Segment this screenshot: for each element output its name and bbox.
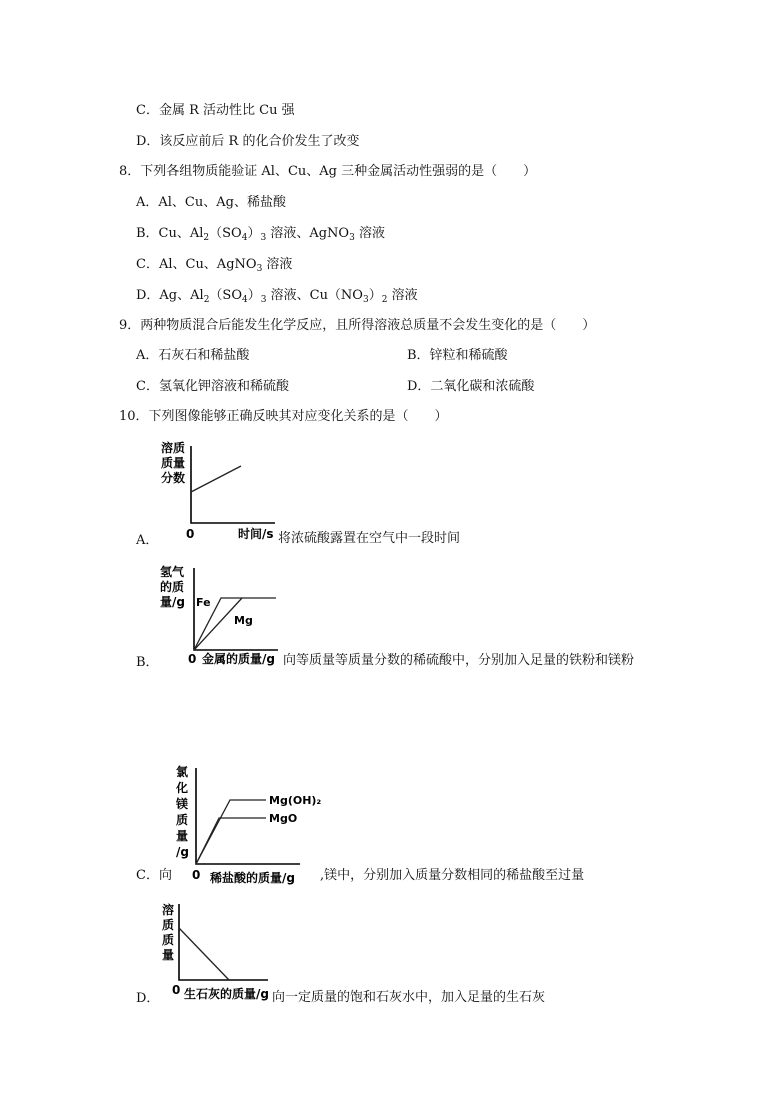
q8-b-part2: （SO (209, 226, 242, 241)
q8-d-part1: D．Ag、Al (136, 288, 204, 303)
q8-option-c (136, 257, 292, 273)
q8-b-sub4: 3 (349, 233, 355, 243)
q8-d-part2: （SO (209, 288, 242, 303)
graph-c-curve-mgo (196, 818, 266, 864)
q10-option-c-label: C．向 (136, 868, 172, 883)
q8-d-sub4: 3 (362, 295, 369, 305)
q8-d-part3: ） (247, 288, 261, 303)
q10-graph-c (168, 762, 322, 888)
q9-option-d: D．二氧化碳和浓硫酸 (407, 379, 535, 394)
graph-c-ylabel-6: /g (176, 845, 189, 859)
q10-option-a-text: 将浓硫酸露置在空气中一段时间 (278, 531, 461, 546)
q10-option-a-label: A． (136, 533, 159, 548)
q7-option-d: D．该反应前后 R 的化合价发生了改变 (136, 134, 360, 149)
q8-option-b (136, 226, 385, 242)
graph-a-ylabel-3: 分数 (161, 471, 186, 485)
q9-option-b: B．锌粒和稀硫酸 (407, 348, 508, 363)
q8-b-sub1: 2 (203, 233, 210, 243)
q8-d-sub1: 2 (203, 295, 210, 305)
graph-d-ylabel-4: 量 (162, 948, 175, 962)
q8-b-part4: 溶液、AgNO (266, 226, 350, 241)
q8-c-part1: C．Al、Cu、AgNO (136, 257, 257, 272)
q10-option-b-label: B． (136, 655, 159, 670)
graph-c-ylabel-1: 氯 (176, 765, 189, 779)
q8-b-sub3: 3 (260, 233, 267, 243)
graph-d-origin: 0 (172, 983, 181, 997)
graph-c-xlabel: 稀盐酸的质量/g (210, 871, 295, 885)
graph-c-ylabel-3: 镁 (176, 797, 189, 811)
graph-c-origin: 0 (192, 868, 201, 882)
q8-d-part5: ） (368, 288, 382, 303)
graph-b-ylabel-1: 氢气 (160, 565, 185, 579)
q8-d-sub5: 2 (381, 295, 388, 305)
graph-c-series-mgoh2: Mg(OH)₂ (269, 794, 322, 807)
q8-d-part6: 溶液 (387, 288, 418, 303)
q9-option-a: A．石灰石和稀盐酸 (136, 348, 250, 363)
q8-stem: 8．下列各组物质能验证 Al、Cu、Ag 三种金属活动性强弱的是（ ） (119, 164, 537, 179)
graph-c-ylabel-4: 质 (176, 813, 189, 827)
graph-b-series-mg: Mg (234, 614, 253, 627)
q10-option-d-text: 向一定质量的饱和石灰水中，加入足量的生石灰 (272, 990, 546, 1005)
q10-stem: 10．下列图像能够正确反映其对应变化关系的是（ ） (119, 409, 448, 424)
graph-b-xlabel: 金属的质量/g (202, 652, 275, 666)
graph-a-origin: 0 (186, 527, 195, 541)
q10-option-b-text: 向等质量等质量分数的稀硫酸中，分别加入足量的铁粉和镁粉 (283, 653, 635, 668)
q8-option-a: A．Al、Cu、Ag、稀盐酸 (136, 195, 286, 210)
q8-d-sub3: 3 (260, 295, 267, 305)
graph-b-origin: 0 (188, 652, 197, 666)
graph-d-ylabel-3: 质 (162, 933, 175, 947)
q10-option-d-label: D． (136, 991, 160, 1006)
q10-graph-a (158, 438, 280, 544)
q8-b-sub2: 4 (241, 233, 248, 243)
q8-b-part3: ） (247, 226, 261, 241)
graph-c-ylabel-2: 化 (176, 781, 189, 795)
q10-graph-d (158, 900, 276, 1006)
graph-a-xlabel: 时间/s (238, 527, 274, 541)
q8-d-sub2: 4 (242, 295, 248, 305)
graph-b-ylabel-2: 的质 (160, 580, 185, 594)
graph-c-ylabel-5: 量 (176, 829, 189, 843)
q10-option-c-text: ,镁中，分别加入质量分数相同的稀盐酸至过量 (320, 868, 585, 883)
q8-c-sub1: 3 (256, 264, 263, 274)
graph-d-curve (179, 928, 229, 980)
graph-c-curve-mgoh2 (196, 800, 266, 864)
graph-b-axes (194, 568, 278, 650)
q7-option-c: C．金属 R 活动性比 Cu 强 (136, 103, 295, 118)
q9-stem: 9．两种物质混合后能发生化学反应，且所得溶液总质量不会发生变化的是（ ） (119, 318, 596, 333)
q8-d-part4: 溶液、Cu（NO (266, 288, 363, 303)
graph-d-ylabel-1: 溶 (162, 903, 175, 917)
q9-option-c: C．氢氧化钾溶液和稀硫酸 (136, 379, 289, 394)
graph-d-ylabel-2: 质 (162, 918, 175, 932)
graph-b-series-fe: Fe (196, 596, 211, 609)
q8-b-part5: 溶液 (354, 226, 385, 241)
q8-b-part1: B．Cu、Al (136, 226, 204, 241)
q8-option-d (136, 288, 418, 304)
q10-graph-b (158, 564, 282, 666)
graph-a-ylabel-2: 质量 (161, 456, 186, 470)
graph-a-curve (191, 466, 241, 492)
graph-b-ylabel-3: 量/g (160, 595, 185, 609)
q8-c-part2: 溶液 (262, 257, 293, 272)
graph-c-series-mgo: MgO (269, 812, 298, 825)
graph-d-xlabel: 生石灰的质量/g (184, 987, 269, 1001)
graph-a-ylabel-1: 溶质 (161, 441, 186, 455)
graph-a-axes (191, 446, 275, 523)
